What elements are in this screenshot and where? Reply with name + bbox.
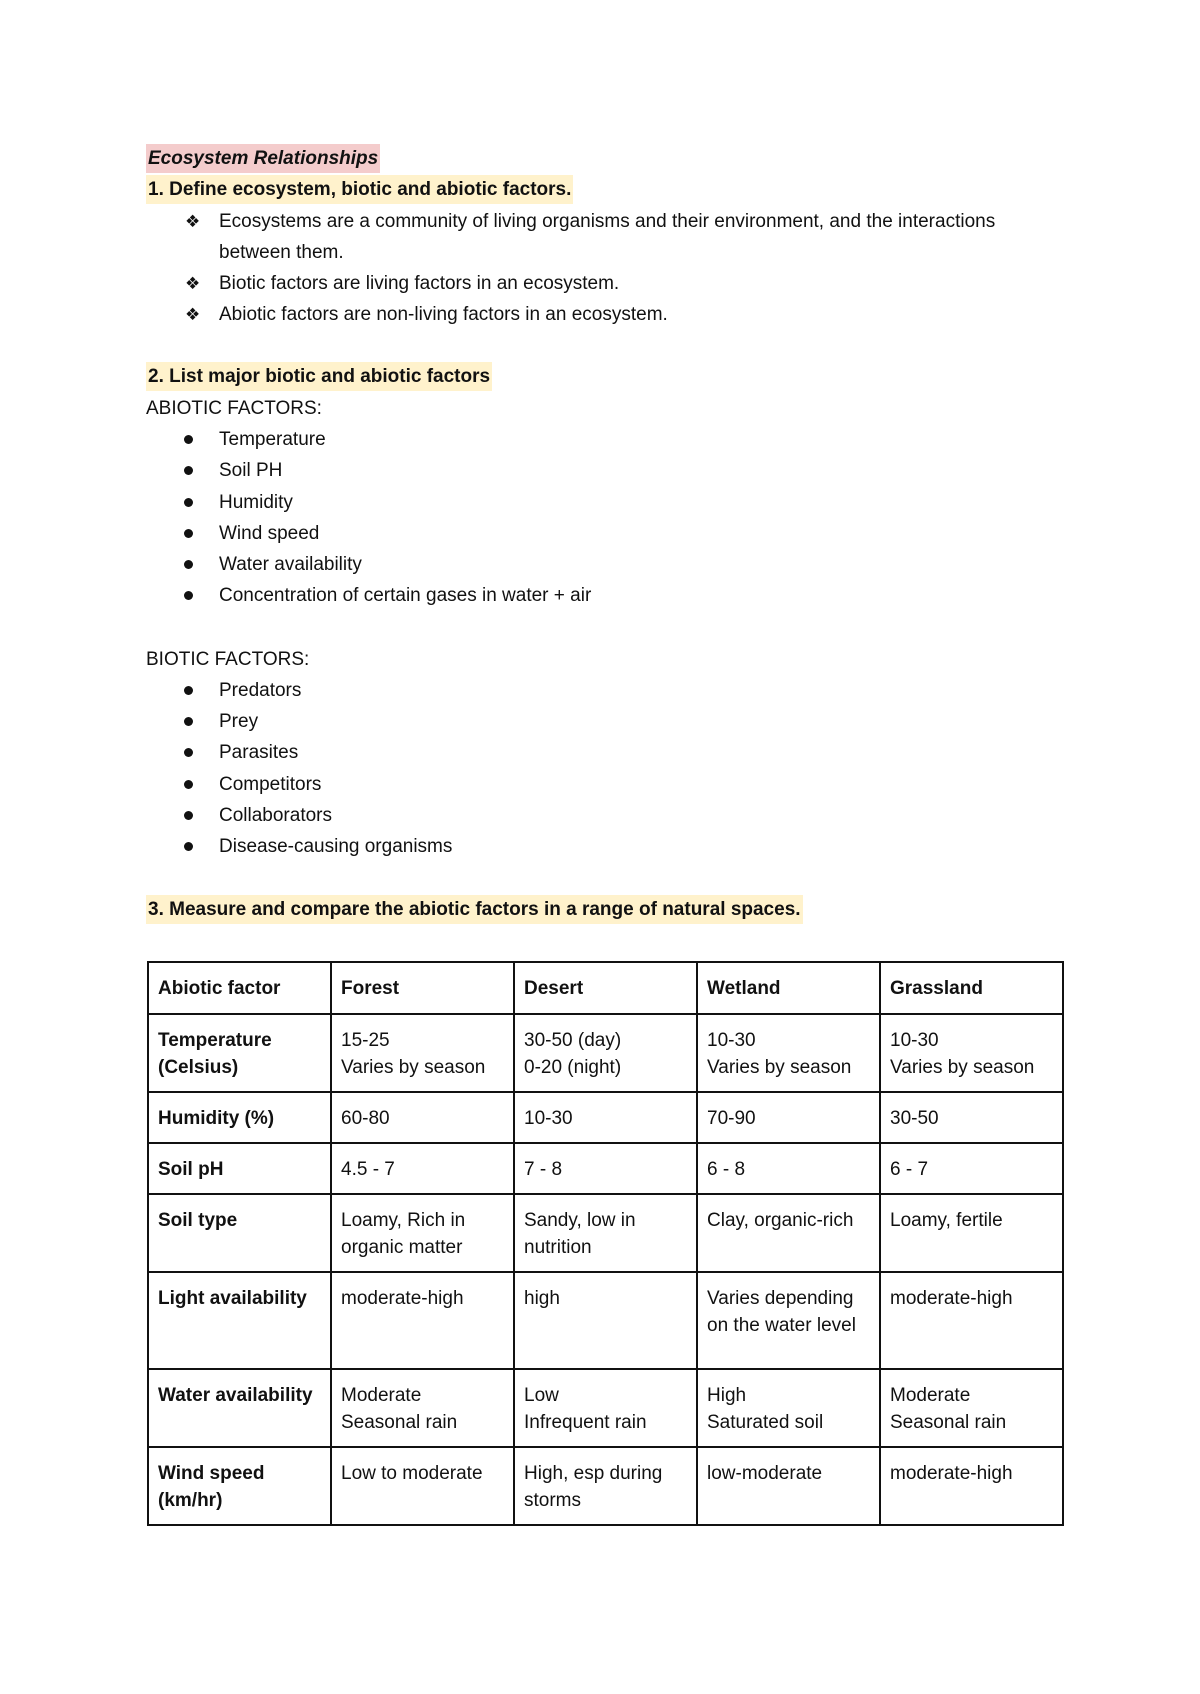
- table-header-cell: Desert: [514, 962, 697, 1014]
- row-label-cell: Temperature (Celsius): [148, 1014, 331, 1092]
- table-cell: 15-25 Varies by season: [331, 1014, 514, 1092]
- table-header-cell: Forest: [331, 962, 514, 1014]
- section-2-heading: 2. List major biotic and abiotic factors: [146, 362, 492, 391]
- dot-bullet-icon: [184, 529, 193, 538]
- list-item: Water availability: [146, 549, 1066, 580]
- row-label-cell: Soil type: [148, 1194, 331, 1272]
- table-cell: Sandy, low in nutrition: [514, 1194, 697, 1272]
- table-cell: Moderate Seasonal rain: [331, 1369, 514, 1447]
- dot-bullet-icon: [184, 842, 193, 851]
- table-cell: Loamy, fertile: [880, 1194, 1063, 1272]
- table-cell: Varies depending on the water level: [697, 1272, 880, 1369]
- table-header-row: [148, 962, 1063, 1014]
- biotic-label: BIOTIC FACTORS:: [146, 648, 310, 670]
- table-header-cell: Abiotic factor: [148, 962, 331, 1014]
- abiotic-list: [146, 424, 1066, 612]
- table-cell: high: [514, 1272, 697, 1369]
- dot-bullet-icon: [184, 498, 193, 507]
- list-item: Wind speed: [146, 518, 1066, 549]
- row-label-cell: Water availability: [148, 1369, 331, 1447]
- list-item: Competitors: [146, 769, 1066, 800]
- abiotic-label: ABIOTIC FACTORS:: [146, 398, 322, 419]
- table-cell: Loamy, Rich in organic matter: [331, 1194, 514, 1272]
- table-cell: 10-30 Varies by season: [697, 1014, 880, 1092]
- row-label-cell: Humidity (%): [148, 1092, 331, 1143]
- diamond-bullet-icon: ❖: [185, 212, 201, 231]
- table-cell: moderate-high: [880, 1272, 1063, 1369]
- table-cell: 30-50: [880, 1092, 1063, 1143]
- table-cell: High, esp during storms: [514, 1447, 697, 1525]
- biotic-list: [146, 675, 1066, 863]
- table-cell: 30-50 (day) 0-20 (night): [514, 1014, 697, 1092]
- table-cell: 6 - 7: [880, 1143, 1063, 1194]
- list-item: Soil PH: [146, 455, 1066, 486]
- dot-bullet-icon: [184, 435, 193, 444]
- table-cell: High Saturated soil: [697, 1369, 880, 1447]
- abiotic-factors-table: [147, 961, 1064, 1526]
- dot-bullet-icon: [184, 591, 193, 600]
- table-row: [148, 1369, 1063, 1447]
- diamond-bullet-icon: ❖: [185, 305, 201, 324]
- dot-bullet-icon: [184, 748, 193, 757]
- table-cell: 10-30 Varies by season: [880, 1014, 1063, 1092]
- definitions-list: [146, 206, 1066, 330]
- table-cell: Low Infrequent rain: [514, 1369, 697, 1447]
- list-item: Parasites: [146, 737, 1066, 768]
- table-cell: 4.5 - 7: [331, 1143, 514, 1194]
- dot-bullet-icon: [184, 811, 193, 820]
- list-item: Temperature: [146, 424, 1066, 455]
- dot-bullet-icon: [184, 717, 193, 726]
- document-page: [146, 144, 1066, 926]
- list-item: Concentration of certain gases in water + air: [146, 580, 1066, 611]
- table-row: [148, 1014, 1063, 1092]
- dot-bullet-icon: [184, 780, 193, 789]
- table-row: [148, 1143, 1063, 1194]
- list-item: ❖ Biotic factors are living factors in an ecosystem.: [146, 268, 1066, 299]
- table-cell: 60-80: [331, 1092, 514, 1143]
- row-label-cell: Wind speed (km/hr): [148, 1447, 331, 1525]
- table-cell: moderate-high: [331, 1272, 514, 1369]
- list-item: Disease-causing organisms: [146, 831, 1066, 862]
- table-cell: Clay, organic-rich: [697, 1194, 880, 1272]
- table-row: [148, 1092, 1063, 1143]
- dot-bullet-icon: [184, 686, 193, 695]
- table-cell: 6 - 8: [697, 1143, 880, 1194]
- table-cell: Moderate Seasonal rain: [880, 1369, 1063, 1447]
- list-item: Humidity: [146, 487, 1066, 518]
- dot-bullet-icon: [184, 466, 193, 475]
- list-item: Predators: [146, 675, 1066, 706]
- table-cell: low-moderate: [697, 1447, 880, 1525]
- table-cell: 7 - 8: [514, 1143, 697, 1194]
- list-item: Prey: [146, 706, 1066, 737]
- document-title: Ecosystem Relationships: [146, 144, 380, 173]
- table-header-cell: Grassland: [880, 962, 1063, 1014]
- list-item: Collaborators: [146, 800, 1066, 831]
- table-row: [148, 1272, 1063, 1369]
- list-item: ❖ Ecosystems are a community of living organisms and their environment, and the interactions between them.: [146, 206, 1066, 268]
- table-cell: 10-30: [514, 1092, 697, 1143]
- section-3-heading: 3. Measure and compare the abiotic factors in a range of natural spaces.: [146, 895, 803, 924]
- table-cell: moderate-high: [880, 1447, 1063, 1525]
- table-row: [148, 1194, 1063, 1272]
- diamond-bullet-icon: ❖: [185, 274, 201, 293]
- row-label-cell: Light availability: [148, 1272, 331, 1369]
- dot-bullet-icon: [184, 560, 193, 569]
- section-1-heading: 1. Define ecosystem, biotic and abiotic factors.: [146, 175, 573, 204]
- table-cell: 70-90: [697, 1092, 880, 1143]
- list-item: ❖ Abiotic factors are non-living factors in an ecosystem.: [146, 299, 1066, 330]
- table-header-cell: Wetland: [697, 962, 880, 1014]
- row-label-cell: Soil pH: [148, 1143, 331, 1194]
- table-cell: Low to moderate: [331, 1447, 514, 1525]
- table-row: [148, 1447, 1063, 1525]
